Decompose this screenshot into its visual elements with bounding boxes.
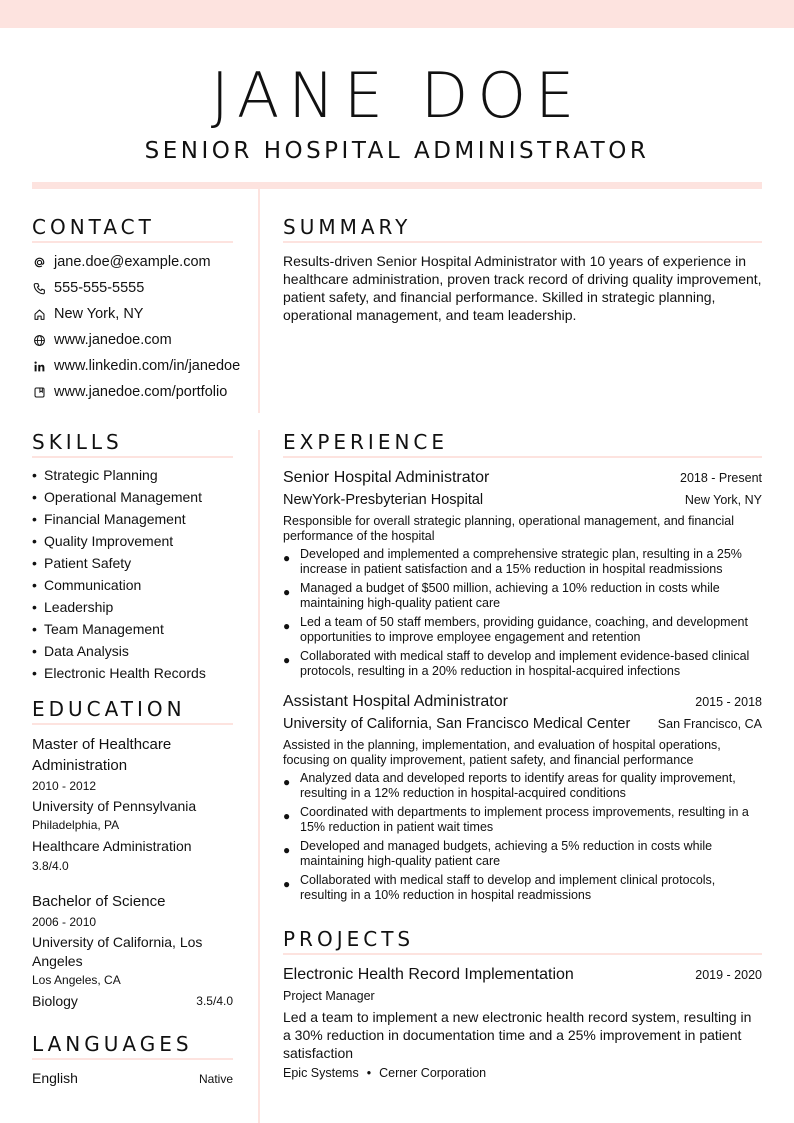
- job-title: Senior Hospital Administrator: [283, 469, 490, 486]
- summary-text: Results-driven Senior Hospital Administrator with 10 years of experience in healthcare administration, proven track record of driving quality improvement, patient safety, and financial performance. Skilled in strategic planning, operational management, and team leadership.: [283, 253, 762, 323]
- project-entry: [283, 964, 762, 1081]
- skill-item: • Data Analysis: [32, 643, 129, 659]
- contact-text: www.janedoe.com/portfolio: [54, 384, 228, 400]
- resume-header: [0, 58, 794, 166]
- job-bullet: ● Collaborated with medical staff to develop and implement clinical protocols, resulting in a 10% reduction in hospital readmissions: [283, 873, 716, 902]
- contact-website[interactable]: [32, 327, 233, 353]
- languages-heading: LANGUAGES: [32, 1032, 193, 1056]
- job-years: 2015 - 2018: [695, 695, 762, 709]
- languages-section: [32, 1031, 233, 1086]
- project-org: Epic Systems: [283, 1066, 359, 1080]
- contact-section: [32, 214, 241, 405]
- project-title: Electronic Health Record Implementation: [283, 966, 574, 983]
- project-org: Cerner Corporation: [379, 1066, 487, 1080]
- contact-location: [32, 301, 233, 327]
- edu-gpa: 3.8/4.0: [32, 859, 69, 873]
- contact-heading: CONTACT: [32, 215, 155, 239]
- section-divider: [283, 241, 762, 243]
- contact-linkedin[interactable]: [32, 353, 241, 379]
- job-entry: [283, 691, 762, 903]
- job-bullet: ● Coordinated with departments to implement process improvements, resulting in a 15% reduction in patient wait times: [283, 805, 749, 834]
- edu-years: 2006 - 2010: [32, 915, 97, 929]
- skill-item: • Quality Improvement: [32, 533, 174, 549]
- language-item: [32, 1070, 233, 1086]
- job-location: San Francisco, CA: [657, 717, 762, 731]
- section-divider: [283, 456, 762, 458]
- job-bullet: ● Analyzed data and developed reports to identify areas for quality improvement, resulting in a 12% reduction in hospital-acquired conditions: [283, 771, 736, 800]
- job-bullet: ● Developed and managed budgets, achieving a 5% reduction in costs while maintaining high-quality patient care: [283, 839, 713, 868]
- edu-years: 2010 - 2012: [32, 779, 97, 793]
- projects-section: [283, 926, 762, 1081]
- linkedin-icon: [32, 359, 46, 373]
- skill-item: • Leadership: [32, 599, 114, 615]
- edu-location: Philadelphia, PA: [32, 818, 120, 832]
- job-years: 2018 - Present: [680, 471, 762, 485]
- edu-location: Los Angeles, CA: [32, 973, 121, 987]
- globe-icon: [32, 333, 46, 347]
- experience-section: [283, 429, 762, 907]
- section-divider: [32, 1058, 233, 1060]
- skill-item: • Patient Safety: [32, 555, 132, 571]
- summary-section: [283, 214, 762, 324]
- job-entry: [283, 467, 762, 679]
- contact-portfolio[interactable]: [32, 379, 233, 405]
- skill-item: • Strategic Planning: [32, 467, 158, 483]
- education-heading: EDUCATION: [32, 697, 186, 721]
- job-company: University of California, San Francisco Medical Center: [283, 716, 631, 732]
- contact-email[interactable]: [32, 249, 233, 275]
- skill-item: • Electronic Health Records: [32, 665, 206, 681]
- top-accent-band: [0, 0, 794, 28]
- edu-gpa: 3.5/4.0: [196, 994, 233, 1008]
- contact-text: jane.doe@example.com: [54, 254, 211, 270]
- projects-heading: PROJECTS: [283, 927, 415, 951]
- edu-school: University of California, Los Angeles: [32, 934, 203, 969]
- edu-field: Healthcare Administration: [32, 838, 192, 854]
- at-icon: [32, 255, 46, 269]
- education-entry: [32, 891, 233, 1011]
- contact-text: 555-555-5555: [54, 280, 145, 296]
- separator-dot: •: [366, 1066, 372, 1080]
- edu-field: Biology 3.5/4.0: [32, 993, 233, 1009]
- section-divider: [283, 953, 762, 955]
- job-bullet: ● Developed and implemented a comprehensive strategic plan, resulting in a 25% increase in patient satisfaction and a 15% reduction in hospital readmissions: [283, 547, 742, 576]
- section-divider: [32, 456, 233, 458]
- header-divider: [32, 182, 762, 189]
- job-company: NewYork-Presbyterian Hospital: [283, 492, 484, 508]
- contact-text: www.janedoe.com: [54, 332, 172, 348]
- edu-school: University of Pennsylvania: [32, 798, 197, 814]
- education-entry: [32, 734, 233, 875]
- skills-section: [32, 429, 233, 684]
- contact-text: New York, NY: [54, 306, 144, 322]
- job-bullet: ● Managed a budget of $500 million, achieving a 10% reduction in costs while maintaining high-quality patient care: [283, 581, 720, 610]
- experience-heading: EXPERIENCE: [283, 430, 449, 454]
- home-icon: [32, 307, 46, 321]
- candidate-name: JANE DOE: [210, 59, 584, 132]
- edu-degree: Master of Healthcare Administration: [32, 736, 172, 774]
- project-orgs: [283, 1065, 762, 1081]
- job-location: New York, NY: [684, 493, 762, 507]
- language-name: English: [32, 1070, 78, 1086]
- column-divider-bottom: [258, 430, 260, 1123]
- contact-phone[interactable]: [32, 275, 233, 301]
- edu-degree: Bachelor of Science: [32, 893, 166, 910]
- summary-heading: SUMMARY: [283, 215, 412, 239]
- phone-icon: [32, 281, 46, 295]
- contact-text: www.linkedin.com/in/janedoe: [54, 358, 241, 374]
- column-divider-top: [258, 189, 260, 413]
- candidate-title: SENIOR HOSPITAL ADMINISTRATOR: [144, 138, 650, 164]
- job-bullet: ● Collaborated with medical staff to develop and implement evidence-based clinical protocols, resulting in a 20% reduction in hospital-acquired infections: [283, 649, 750, 678]
- job-bullet: ● Led a team of 50 staff members, providing guidance, coaching, and development opportunities to improve employee engagement and retention: [283, 615, 748, 644]
- education-section: [32, 696, 233, 1011]
- skill-item: • Financial Management: [32, 511, 186, 527]
- project-role: Project Manager: [283, 989, 375, 1003]
- job-description: Assisted in the planning, implementation, and evaluation of hospital operations, focusing on quality improvement, patient safety, and financial performance: [283, 738, 721, 767]
- section-divider: [32, 723, 233, 725]
- portfolio-icon: [32, 385, 46, 399]
- job-description: Responsible for overall strategic planning, operational management, and financial performance of the hospital: [283, 514, 734, 543]
- project-description: Led a team to implement a new electronic health record system, resulting in a 30% reduction in documentation time and a 25% improvement in patient satisfaction: [283, 1009, 752, 1061]
- job-title: Assistant Hospital Administrator: [283, 693, 508, 710]
- skills-heading: SKILLS: [32, 430, 123, 454]
- skill-item: • Team Management: [32, 621, 164, 637]
- language-level: Native: [198, 1072, 233, 1086]
- section-divider: [32, 241, 233, 243]
- project-years: 2019 - 2020: [695, 968, 762, 982]
- skill-item: • Operational Management: [32, 489, 202, 505]
- skill-item: • Communication: [32, 577, 142, 593]
